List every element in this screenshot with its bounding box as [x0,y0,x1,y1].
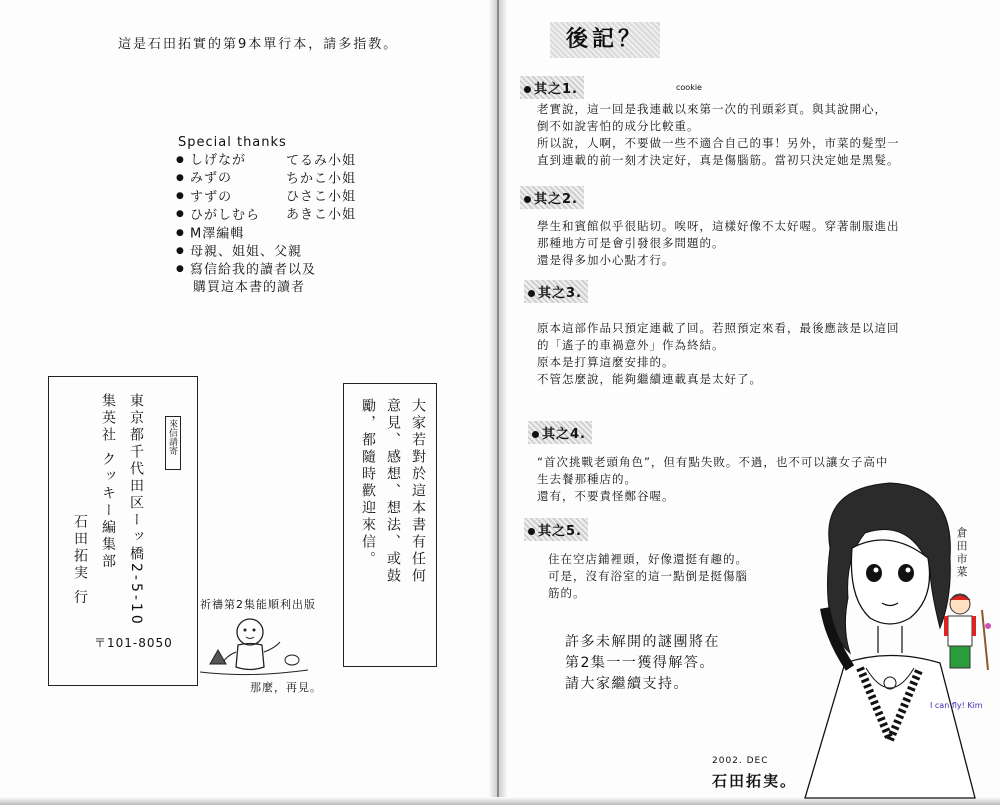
afterword-title: 後記？ [550,22,660,58]
thanks-row-continuation: 購買這本書的讀者 [193,280,306,296]
thanks-name: 寫信給我的讀者以及 [190,262,317,278]
section-1-body: 老實說，這一回是我連載以來第一次的刊頭彩頁。與其說開心， 倒不如說害怕的成分比較重。 所以說，人啊，不要做一些不適合自己的事！另外，市菜的髮型一 直到連載的前一刻才決定好，真是傷腦筋。當初只決定她是黑髮。 [537,102,900,167]
closing-message: 許多未解開的謎團將在 第2集一一獲得解答。 請大家繼續支持。 [565,634,720,692]
date-label: 2002. DEC [712,756,769,766]
address-line-3: 石田拓実 行 [72,514,88,607]
thanks-row: ● ひがしむら あきこ小姐 [176,207,357,223]
section-5-body: 住在空店鋪裡頭，好像還挺有趣的。 可是，沒有浴室的這一點倒是挺傷腦 筋的。 [548,552,748,600]
thanks-row: ● M澤編輯 [176,226,245,242]
sketch-caption: 祈禱第2集能順利出版 [200,598,316,611]
thanks-name: あきこ小姐 [286,207,357,223]
postal-code: 〒101-8050 [94,636,173,650]
thanks-row: ● 寫信給我的讀者以及 [176,262,317,278]
thanks-name: ひさこ小姐 [286,189,357,205]
book-gutter [488,0,508,805]
section-heading-5: 其之5. [524,518,588,541]
section-3-body: 原本這部作品只預定連載了回。若照預定來看，最後應該是以這回 的「遙子的車禍意外」作為終結。 原本是打算這麼安排的。 不管怎麼說，能夠繼續連載真是太好了。 [537,321,900,386]
mail-tag-label: 來信請寄 [167,419,177,455]
thanks-name: すずの [190,189,233,205]
colored-stamp-figure [938,590,994,690]
section-heading-1: 其之1. [520,76,584,99]
bullet-dot [528,528,535,535]
section-heading-3: 其之3. [524,280,588,303]
character-name-label: 倉田市菜 [955,527,968,579]
bullet-dot [524,86,531,93]
section-heading-2: 其之2. [520,186,584,209]
address-line-1: 東京都千代田区ーッ橋2-5-10 [128,393,144,627]
thanks-row: ● しげなが てるみ小姐 [176,153,357,169]
monkey-sketch-illustration [200,612,310,680]
thanks-name: ちかこ小姐 [286,171,357,187]
section-heading-4: 其之4. [528,421,592,444]
bullet-dot [524,196,531,203]
letters-line-1: 大家若對於這本書有任何 [410,398,426,585]
thanks-row: ● すずの ひさこ小姐 [176,189,357,205]
sketch-goodbye: 那麼，再見。 [250,681,322,694]
bullet-dot [532,431,539,438]
address-line-2: 集英社 クッキー編集部 [100,393,116,571]
author-signature: 石田拓実。 [712,772,798,790]
special-thanks-title: Special thanks [178,135,287,150]
letters-line-3: 勵，都隨時歡迎來信。 [360,398,376,568]
thanks-name: みずの [190,171,233,187]
thanks-row: ● みずの ちかこ小姐 [176,171,357,187]
letters-line-2: 意見、感想、想法、或鼓 [385,398,401,585]
stamp-caption: I can fly! Kim [930,701,983,710]
section-2-body: 學生和賓館似乎很貼切。唉呀，這樣好像不太好喔。穿著制服進出 那種地方可是會引發很多問題的。 還是得多加小心點才行。 [537,219,900,267]
bullet-dot [528,290,535,297]
thanks-name: M澤編輯 [190,226,245,242]
special-thanks-block [176,134,356,297]
intro-line: 這是石田拓實的第9本單行本，請多指教。 [118,37,399,52]
thanks-name: ひがしむら [190,207,261,223]
thanks-row: ● 母親、姐姐、父親 [176,244,303,260]
section-4-body: “首次挑戰老頭角色”，但有點失敗。不過，也不可以讓女子高中 生去餐那種店的。 還有，不要責怪鄭谷喔。 [537,455,889,503]
cookie-annotation: cookie [676,83,702,92]
thanks-name: 母親、姐姐、父親 [190,244,303,260]
thanks-name: しげなが [190,153,247,169]
thanks-name: てるみ小姐 [286,153,357,169]
